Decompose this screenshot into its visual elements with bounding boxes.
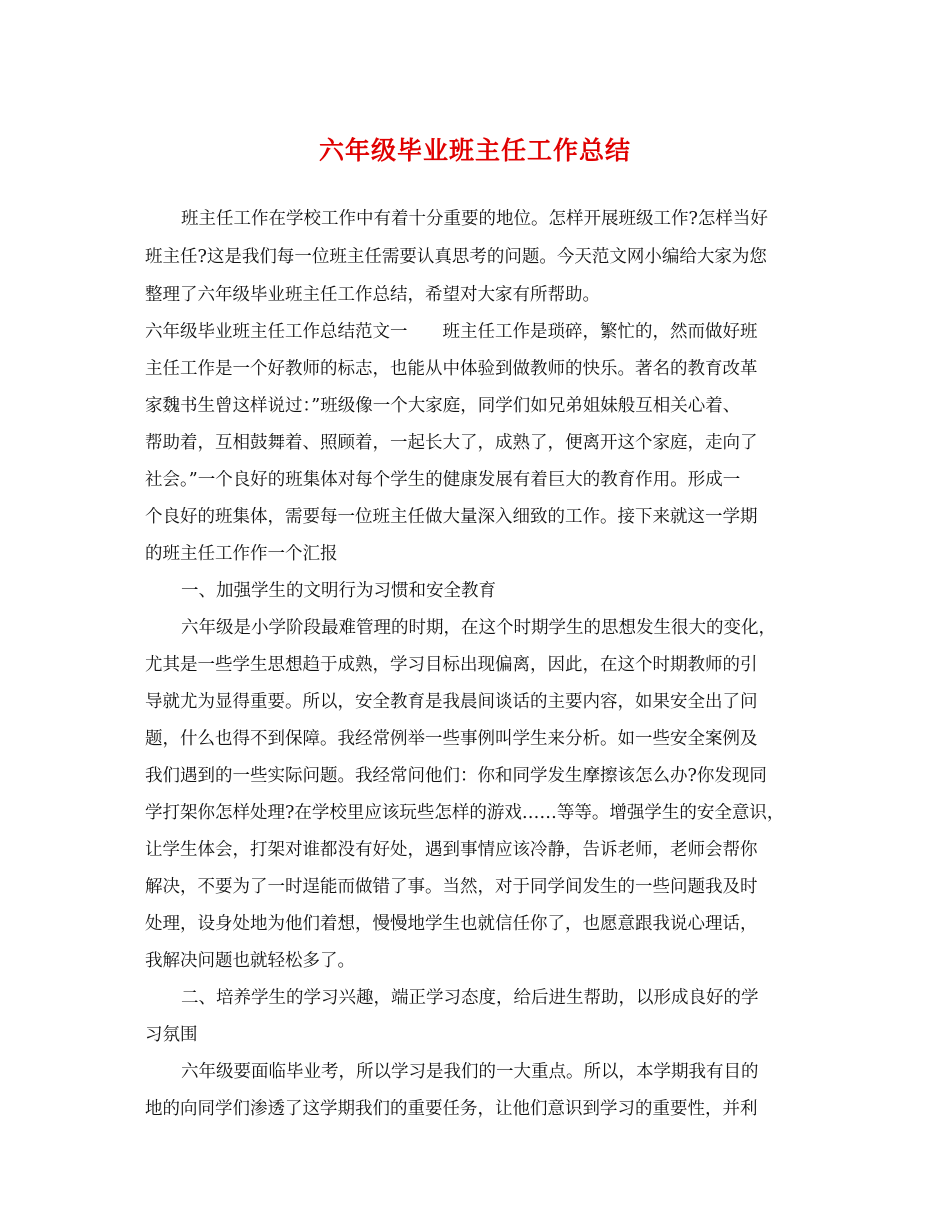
- text-line: 社会。”一个良好的班集体对每个学生的健康发展有着巨大的教育作用。形成一: [145, 470, 741, 490]
- text-line: 班主任?这是我们每一位班主任需要认真思考的问题。今天范文网小编给大家为您: [145, 247, 767, 267]
- text-line: 让学生体会，打架对谁都没有好处，遇到事情应该冷静，告诉老师，老师会帮你: [145, 840, 758, 860]
- document-title: 六年级毕业班主任工作总结: [318, 136, 631, 165]
- text-line: 整理了六年级毕业班主任工作总结，希望对大家有所帮助。: [145, 285, 600, 305]
- section-heading: 二、培养学生的学习兴趣，端正学习态度，给后进生帮助，以形成良好的学: [181, 988, 759, 1008]
- text-line: 的班主任工作作一个汇报: [145, 544, 338, 564]
- text-line: 个良好的班集体，需要每一位班主任做大量深入细致的工作。接下来就这一学期: [145, 507, 758, 527]
- text-line: 处理，设身处地为他们着想，慢慢地学生也就信任你了，也愿意跟我说心理话，: [145, 914, 758, 934]
- text-line: 主任工作是一个好教师的标志，也能从中体验到做教师的快乐。著名的教育改革: [145, 359, 758, 379]
- text-line: 六年级要面临毕业考，所以学习是我们的一大重点。所以，本学期我有目的: [181, 1062, 759, 1082]
- section-heading: 一、加强学生的文明行为习惯和安全教育: [181, 581, 496, 601]
- text-line: 尤其是一些学生思想趋于成熟，学习目标出现偏离，因此，在这个时期教师的引: [145, 655, 758, 675]
- text-line: 我解决问题也就轻松多了。: [145, 951, 355, 971]
- text-line: 帮助着，互相鼓舞着、照顾着，一起长大了，成熟了，便离开这个家庭，走向了: [145, 433, 758, 453]
- text-line: 我们遇到的一些实际问题。我经常问他们：你和同学发生摩擦该怎么办?你发现同: [145, 766, 767, 786]
- text-line: 地的向同学们渗透了这学期我们的重要任务，让他们意识到学习的重要性，并利: [145, 1099, 758, 1119]
- text-line: 导就尤为显得重要。所以，安全教育是我晨间谈话的主要内容，如果安全出了问: [145, 692, 758, 712]
- text-line: 题，什么也得不到保障。我经常例举一些事例叫学生来分析。如一些安全案例及: [145, 729, 758, 749]
- section-heading: 习氛围: [145, 1025, 198, 1045]
- text-line: 班主任工作在学校工作中有着十分重要的地位。怎样开展班级工作?怎样当好: [181, 209, 768, 229]
- text-line: 家魏书生曾这样说过：”班级像一个大家庭，同学们如兄弟姐妹般互相关心着、: [145, 396, 741, 416]
- text-line: 六年级是小学阶段最难管理的时期，在这个时期学生的思想发生很大的变化，: [181, 618, 776, 638]
- text-line: 学打架你怎样处理?在学校里应该玩些怎样的游戏……等等。增强学生的安全意识，: [145, 803, 785, 823]
- text-line: 解决，不要为了一时逞能而做错了事。当然，对于同学间发生的一些问题我及时: [145, 877, 758, 897]
- text-line: 六年级毕业班主任工作总结范文一 班主任工作是琐碎，繁忙的，然而做好班: [145, 322, 758, 342]
